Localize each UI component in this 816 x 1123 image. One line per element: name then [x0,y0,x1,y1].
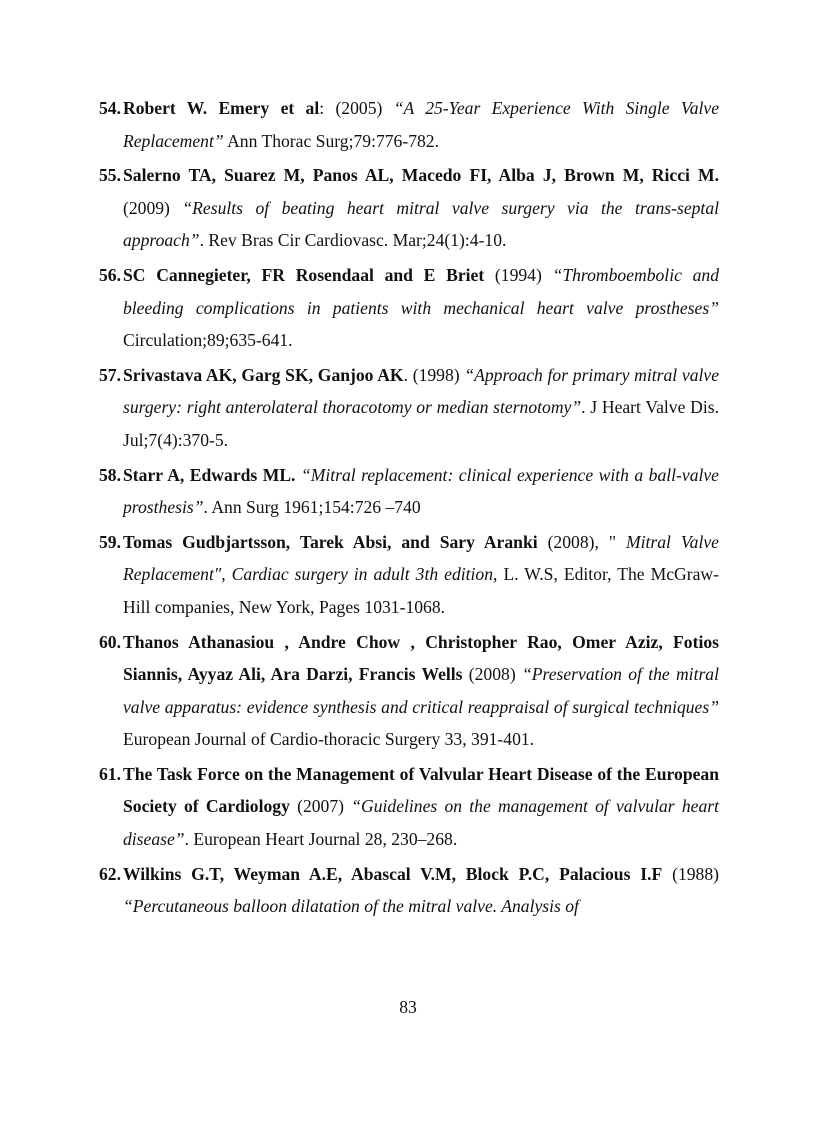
reference-authors: Thanos Athanasiou , Andre Chow , Christopher Rao, Omer Aziz, Fotios Siannis, Ayyaz Ali, Ara Darzi, Francis Wells [123,631,719,685]
reference-authors: Robert W. Emery et al [123,98,320,118]
reference-number: 60. [99,631,121,652]
reference-source: , L. W.S, Editor, The McGraw-Hill companies, New York, Pages 1031-1068. [123,564,719,617]
reference-title: “Mitral replacement: clinical experience with a ball-valve prosthesis” [123,464,719,518]
reference-title: “Results of beating heart mitral valve surgery via the trans-septal approach” [123,197,719,251]
reference-item [99,259,719,357]
reference-authors: Starr A, Edwards ML. [123,464,296,485]
reference-authors: The Task Force on the Management of Valvular Heart Disease of the European Society of Cardiology [123,763,719,817]
reference-item [99,526,719,624]
reference-source: Ann Thorac Surg;79:776-782. [223,130,439,151]
reference-source: . J Heart Valve Dis. Jul;7(4):370-5. [123,397,719,450]
reference-source: European Journal of Cardio-thoracic Surgery 33, 391-401. [123,729,535,750]
reference-year: (1988) [662,863,719,884]
reference-number: 58. [99,464,121,485]
reference-source: . Ann Surg 1961;154:726 –740 [203,497,421,518]
reference-number: 61. [99,763,121,784]
reference-item [99,159,719,257]
reference-item [99,359,719,457]
reference-number: 56. [99,264,121,285]
reference-title: “Preservation of the mitral valve apparatus: evidence synthesis and critical reappraisal of surgical techniques” [123,664,719,717]
reference-title: “Percutaneous balloon dilatation of the mitral valve. Analysis of [123,896,579,917]
reference-authors: Tomas Gudbjartsson, Tarek Absi, and Sary Aranki [123,531,538,552]
reference-item [99,92,719,157]
reference-year: (2008), " [537,531,617,552]
page-number: 83 [399,997,417,1017]
reference-source: Circulation;89;635-641. [123,330,293,351]
reference-number: 57. [99,364,121,385]
reference-list [99,92,719,925]
reference-year: : (2005) [319,98,383,118]
reference-source: . Rev Bras Cir Cardiovasc. Mar;24(1):4-10. [199,230,507,251]
reference-source: . European Heart Journal 28, 230–268. [184,829,458,850]
reference-number: 59. [99,531,121,552]
reference-year: (2009) [123,197,170,218]
reference-number: 62. [99,863,121,884]
reference-year: . (1998) [403,364,460,385]
reference-title: “Guidelines on the management of valvular heart disease” [123,796,719,850]
reference-title: “Thromboembolic and bleeding complications in patients with mechanical heart valve prostheses” [123,264,719,318]
reference-year: (2008) [462,664,516,685]
reference-number: 54. [99,98,121,118]
reference-item [99,758,719,856]
reference-item [99,858,719,923]
reference-year: (1994) [484,264,542,285]
reference-title: “A 25-Year Experience With Single Valve Replacement” [123,98,720,151]
reference-number: 55. [99,165,121,186]
reference-item [99,459,719,524]
reference-year: (2007) [289,796,345,817]
reference-authors: Wilkins G.T, Weyman A.E, Abascal V.M, Block P.C, Palacious I.F [123,863,663,884]
reference-item [99,626,719,756]
reference-authors: Srivastava AK, Garg SK, Ganjoo AK [123,364,404,385]
reference-authors: SC Cannegieter, FR Rosendaal and E Briet [123,264,485,285]
reference-authors: Salerno TA, Suarez M, Panos AL, Macedo FI, Alba J, Brown M, Ricci M. [123,165,719,186]
reference-title: “Approach for primary mitral valve surgery: right anterolateral thoracotomy or median sternotomy” [123,364,720,418]
reference-title: Mitral Valve Replacement", Cardiac surgery in adult 3th edition [123,531,719,585]
